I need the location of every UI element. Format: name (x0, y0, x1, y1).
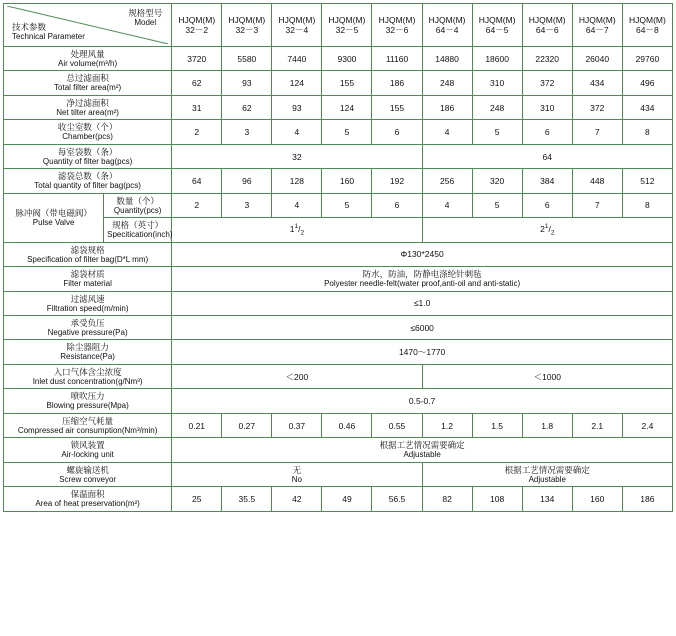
row-label: 入口气体含尘浓度 Inlet dust concentration(g/Nm³) (4, 364, 172, 388)
cell-value: 2 (172, 193, 222, 217)
table-row (4, 487, 673, 511)
cell-value: 22320 (522, 47, 572, 71)
table-row (4, 291, 673, 315)
cell-value: 93 (272, 95, 322, 119)
cell-value: 512 (622, 169, 672, 193)
row-label: 过滤风速 Filtration speed(m/min) (4, 291, 172, 315)
model-header: HJQM(M) 64－5 (472, 4, 522, 47)
technical-parameter-table (3, 3, 673, 512)
model-header: HJQM(M) 32－4 (272, 4, 322, 47)
table-row (4, 242, 673, 266)
model-header: HJQM(M) 64－8 (622, 4, 672, 47)
cell-value: 6 (522, 193, 572, 217)
cell-value: 155 (322, 71, 372, 95)
model-header: HJQM(M) 32－2 (172, 4, 222, 47)
cell-value: 29760 (622, 47, 672, 71)
cell-value: 186 (422, 95, 472, 119)
table-row (4, 120, 673, 144)
row-label: 喷吹压力 Blowing pressure(Mpa) (4, 389, 172, 413)
cell-value: 0.27 (222, 413, 272, 437)
sub-row-label: 数量（个） Quantity(pcs) (104, 193, 172, 217)
cell-value: 372 (522, 71, 572, 95)
cell-value: 1.2 (422, 413, 472, 437)
table-row (4, 340, 673, 364)
cell-value: 26040 (572, 47, 622, 71)
cell-value: 7 (572, 120, 622, 144)
cell-value-full: ≤6000 (172, 315, 673, 339)
cell-value-merged: ＜200 (172, 364, 422, 388)
cell-value: 310 (522, 95, 572, 119)
table-header-row (4, 4, 673, 47)
cell-value: 0.46 (322, 413, 372, 437)
model-header: HJQM(M) 32－6 (372, 4, 422, 47)
cell-value: 93 (222, 71, 272, 95)
cell-value: 434 (622, 95, 672, 119)
cell-value: 18600 (472, 47, 522, 71)
table-row (4, 71, 673, 95)
cell-value: 186 (372, 71, 422, 95)
model-header: HJQM(M) 32－3 (222, 4, 272, 47)
cell-value: 7440 (272, 47, 322, 71)
cell-value: 2 (172, 120, 222, 144)
row-label: 滤袋材质 Filter material (4, 267, 172, 291)
cell-value-merged: ＜1000 (422, 364, 672, 388)
row-label: 螺旋输送机 Screw conveyor (4, 462, 172, 486)
table-row (4, 267, 673, 291)
cell-value-full: 根据工艺情况需要确定 Adjustable (172, 438, 673, 462)
corner-parameter-label: 技术参数 Technical Parameter (12, 22, 85, 42)
model-header: HJQM(M) 64－4 (422, 4, 472, 47)
cell-value-merged: $2^1/_2$ (422, 218, 672, 242)
cell-value: 5 (472, 193, 522, 217)
table-row (4, 47, 673, 71)
row-label: 压缩空气耗量 Compressed air consumption(Nm³/min) (4, 413, 172, 437)
cell-value: 62 (222, 95, 272, 119)
cell-value: 64 (172, 169, 222, 193)
cell-value: 155 (372, 95, 422, 119)
row-label: 总过滤面积 Total filter area(m²) (4, 71, 172, 95)
table-row (4, 462, 673, 486)
cell-value-full: 防水，防油，防静电涤纶针刺毡 Polyester needle-felt(water proof,anti-oil and anti-static) (172, 267, 673, 291)
table-row (4, 144, 673, 168)
cell-value: 310 (472, 71, 522, 95)
cell-value: 1.5 (472, 413, 522, 437)
cell-value: 384 (522, 169, 572, 193)
cell-value-merged: 根据工艺情况需要确定 Adjustable (422, 462, 672, 486)
table-row (4, 218, 673, 242)
cell-value: 160 (572, 487, 622, 511)
cell-value: 5 (322, 193, 372, 217)
cell-value: 248 (422, 71, 472, 95)
cell-value-full: 1470～1770 (172, 340, 673, 364)
cell-value-full: 0.5-0.7 (172, 389, 673, 413)
row-label: 净过滤面积 Net tilter area(m²) (4, 95, 172, 119)
cell-value: 0.21 (172, 413, 222, 437)
table-row (4, 95, 673, 119)
cell-value: 4 (272, 193, 322, 217)
cell-value: 4 (272, 120, 322, 144)
cell-value: 6 (522, 120, 572, 144)
cell-value: 14880 (422, 47, 472, 71)
row-label: 保温面积 Area of heat preservation(m²) (4, 487, 172, 511)
cell-value: 8 (622, 120, 672, 144)
model-header: HJQM(M) 64－6 (522, 4, 572, 47)
table-row (4, 413, 673, 437)
cell-value: 7 (572, 193, 622, 217)
cell-value: 448 (572, 169, 622, 193)
cell-value: 134 (522, 487, 572, 511)
row-label: 收尘室数（个） Chamber(pcs) (4, 120, 172, 144)
cell-value: 256 (422, 169, 472, 193)
row-label: 滤袋规格 Specification of filter bag(D*L mm) (4, 242, 172, 266)
cell-value: 5 (472, 120, 522, 144)
cell-value: 8 (622, 193, 672, 217)
cell-value: 3 (222, 120, 272, 144)
row-label: 承受负压 Negative pressure(Pa) (4, 315, 172, 339)
row-label: 滤袋总数（条） Total quantity of filter bag(pcs) (4, 169, 172, 193)
cell-value: 192 (372, 169, 422, 193)
cell-value: 160 (322, 169, 372, 193)
cell-value: 62 (172, 71, 222, 95)
model-header: HJQM(M) 32－5 (322, 4, 372, 47)
table-row (4, 315, 673, 339)
sub-row-label: 规格（英寸） Specitication(inch) (104, 218, 172, 242)
cell-value: 82 (422, 487, 472, 511)
cell-value: 0.37 (272, 413, 322, 437)
cell-value: 3720 (172, 47, 222, 71)
model-header: HJQM(M) 64－7 (572, 4, 622, 47)
cell-value: 42 (272, 487, 322, 511)
corner-model-label: 规格型号 Model (128, 8, 163, 28)
cell-value: 5 (322, 120, 372, 144)
cell-value: 496 (622, 71, 672, 95)
table-row (4, 169, 673, 193)
cell-value: 2.1 (572, 413, 622, 437)
cell-value: 9300 (322, 47, 372, 71)
cell-value: 320 (472, 169, 522, 193)
row-label: 处理风量 Air volume(m³/h) (4, 47, 172, 71)
cell-value-merged: 64 (422, 144, 672, 168)
cell-value: 3 (222, 193, 272, 217)
row-label-pulse-valve: 脉冲阀（带电磁阀） Pulse Valve (4, 193, 104, 242)
row-label: 锁风装置 Air-locking unit (4, 438, 172, 462)
table-row (4, 389, 673, 413)
cell-value: 4 (422, 193, 472, 217)
cell-value: 11160 (372, 47, 422, 71)
cell-value: 124 (272, 71, 322, 95)
table-row (4, 438, 673, 462)
cell-value: 186 (622, 487, 672, 511)
cell-value: 6 (372, 120, 422, 144)
cell-value-full: Φ130*2450 (172, 242, 673, 266)
cell-value: 25 (172, 487, 222, 511)
cell-value: 1.8 (522, 413, 572, 437)
cell-value: 5580 (222, 47, 272, 71)
cell-value: 35.5 (222, 487, 272, 511)
table-row (4, 193, 673, 217)
table-row (4, 364, 673, 388)
row-label: 每室袋数（条） Quantity of filter bag(pcs) (4, 144, 172, 168)
cell-value: 31 (172, 95, 222, 119)
cell-value: 248 (472, 95, 522, 119)
corner-header-cell (4, 4, 172, 47)
cell-value: 124 (322, 95, 372, 119)
cell-value: 96 (222, 169, 272, 193)
cell-value: 434 (572, 71, 622, 95)
cell-value: 108 (472, 487, 522, 511)
cell-value: 128 (272, 169, 322, 193)
cell-value: 4 (422, 120, 472, 144)
cell-value: 2.4 (622, 413, 672, 437)
cell-value: 0.55 (372, 413, 422, 437)
cell-value: 56.5 (372, 487, 422, 511)
row-label: 除尘器阻力 Resistance(Pa) (4, 340, 172, 364)
cell-value-merged: 无 No (172, 462, 422, 486)
cell-value-merged: 32 (172, 144, 422, 168)
cell-value-merged: $1^1/_2$ (172, 218, 422, 242)
cell-value: 6 (372, 193, 422, 217)
cell-value: 372 (572, 95, 622, 119)
cell-value-full: ≤1.0 (172, 291, 673, 315)
cell-value: 49 (322, 487, 372, 511)
